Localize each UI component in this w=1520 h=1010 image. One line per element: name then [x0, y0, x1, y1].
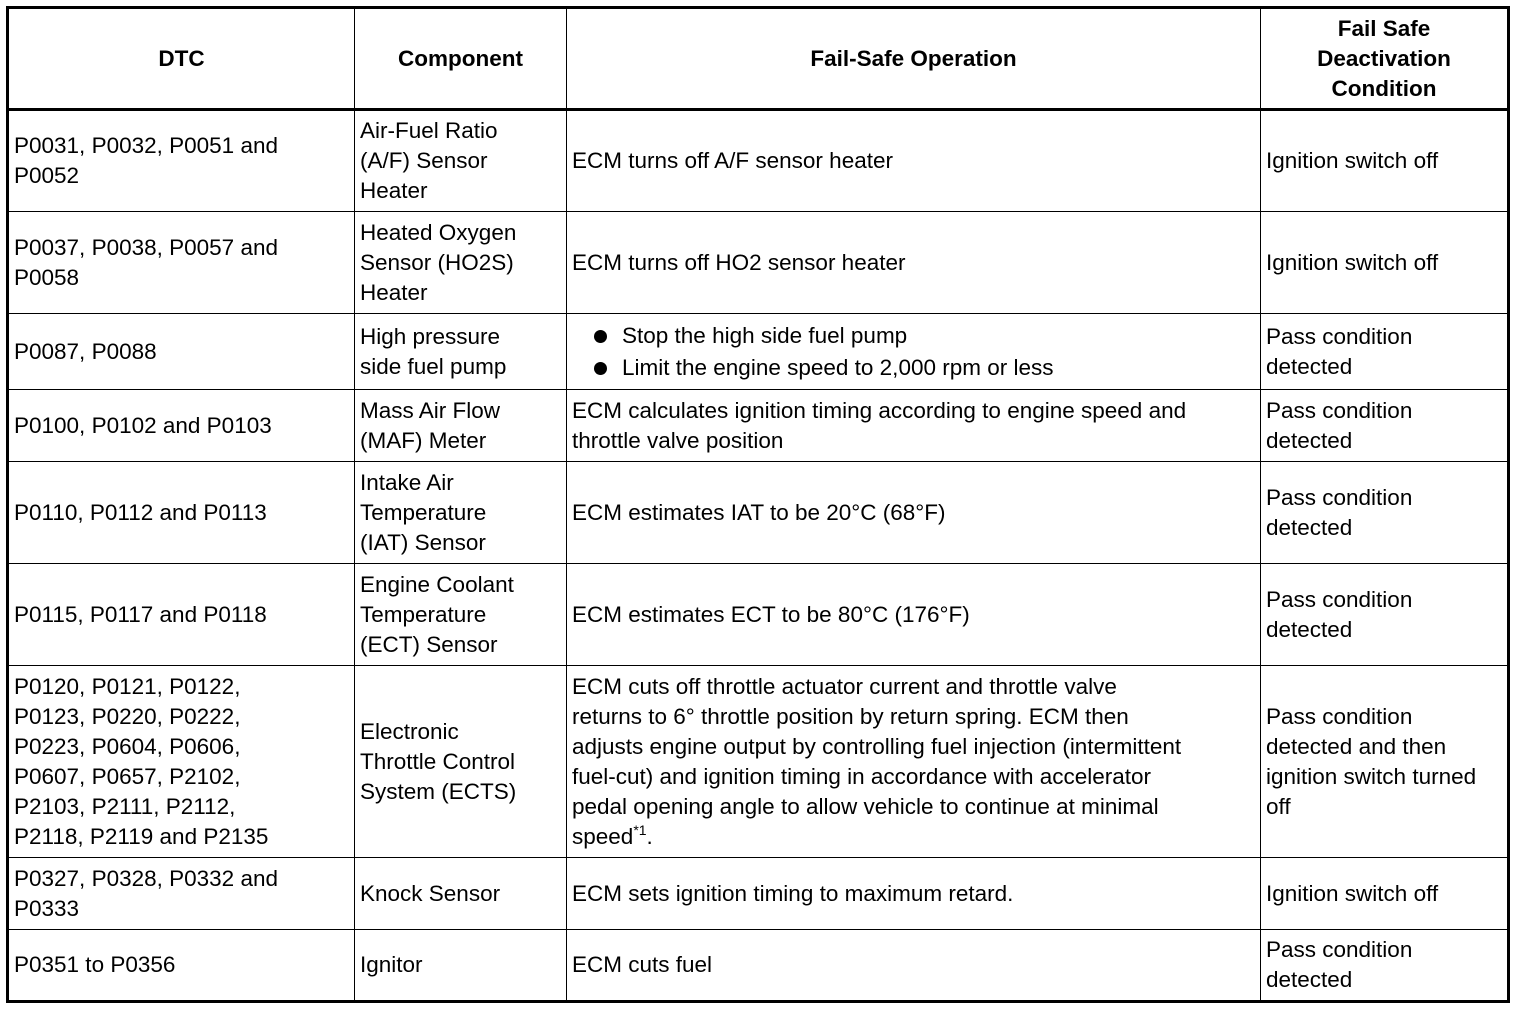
component-line: High pressure — [360, 323, 501, 349]
dtc-line: P2118, P2119 and P2135 — [14, 823, 269, 849]
deactivation-line: Pass condition — [1266, 937, 1413, 962]
deactivation-cell — [1261, 110, 1509, 212]
dtc-line: P0607, P0657, P2102, — [14, 763, 241, 789]
component-line: Throttle Control — [360, 748, 516, 774]
dtc-line: P2103, P2111, P2112, — [14, 793, 236, 819]
dtc-cell — [8, 314, 355, 390]
component-line: Knock Sensor — [360, 880, 501, 906]
deactivation-line: Pass condition — [1266, 484, 1413, 510]
component-cell — [355, 212, 567, 314]
deactivation-line: detected — [1266, 353, 1353, 379]
deactivation-line: off — [1266, 793, 1291, 819]
deactivation-line: Pass condition — [1266, 397, 1413, 423]
deactivation-line: Ignition switch off — [1266, 148, 1439, 173]
component-cell — [355, 462, 567, 564]
component-line: Engine Coolant — [360, 571, 514, 597]
component-line: (IAT) Sensor — [360, 529, 486, 555]
dtc-cell — [8, 110, 355, 212]
table-row — [8, 390, 1509, 462]
operation-cell — [567, 462, 1261, 564]
operation-cell — [567, 858, 1261, 930]
dtc-line: P0058 — [14, 264, 80, 290]
dtc-line: P0351 to P0356 — [14, 952, 176, 977]
component-line: Intake Air — [360, 469, 454, 495]
operation-cell — [567, 930, 1261, 1002]
component-line: Mass Air Flow — [360, 397, 501, 423]
dtc-line: P0052 — [14, 163, 80, 188]
dtc-line: P0115, P0117 and P0118 — [14, 601, 267, 627]
dtc-cell — [8, 390, 355, 462]
deactivation-cell — [1261, 462, 1509, 564]
header-row — [8, 8, 1509, 110]
dtc-line: P0327, P0328, P0332 and — [14, 865, 278, 891]
component-line: side fuel pump — [360, 353, 507, 379]
header-deactivation-line: Condition — [1331, 75, 1437, 101]
dtc-line: P0100, P0102 and P0103 — [14, 412, 272, 438]
component-line: (A/F) Sensor — [360, 148, 488, 173]
operation-cell — [567, 314, 1261, 390]
component-line: Ignitor — [360, 952, 423, 977]
operation-line: ECM estimates ECT to be 80°C (176°F) — [572, 601, 970, 627]
component-cell — [355, 314, 567, 390]
component-line: Heated Oxygen — [360, 219, 517, 245]
table-row — [8, 110, 1509, 212]
deactivation-line: Pass condition — [1266, 323, 1413, 349]
component-line: Temperature — [360, 499, 487, 525]
header-dtc: DTC — [8, 8, 355, 110]
component-line: Electronic — [360, 718, 459, 744]
operation-bullet-list — [572, 320, 1255, 384]
dtc-cell — [8, 666, 355, 858]
header-operation: Fail-Safe Operation — [567, 8, 1261, 110]
operation-line: adjusts engine output by controlling fuel injection (intermittent — [572, 733, 1182, 759]
component-cell — [355, 666, 567, 858]
deactivation-cell — [1261, 390, 1509, 462]
header-component: Component — [355, 8, 567, 110]
operation-cell — [567, 212, 1261, 314]
operation-line: pedal opening angle to allow vehicle to continue at minimal — [572, 793, 1159, 819]
deactivation-line: detected — [1266, 427, 1353, 453]
operation-period: . — [646, 823, 653, 849]
deactivation-line: detected and then — [1266, 733, 1447, 759]
operation-cell — [567, 110, 1261, 212]
component-line: Heater — [360, 178, 428, 203]
operation-line: ECM cuts fuel — [572, 952, 713, 977]
dtc-line: P0110, P0112 and P0113 — [14, 499, 267, 525]
operation-bullet: Stop the high side fuel pump — [594, 320, 1255, 352]
component-cell — [355, 930, 567, 1002]
dtc-line: P0223, P0604, P0606, — [14, 733, 241, 759]
operation-cell — [567, 390, 1261, 462]
fail-safe-table-container — [6, 6, 1507, 1003]
operation-line: fuel-cut) and ignition timing in accordance with accelerator — [572, 763, 1152, 789]
component-line: Heater — [360, 279, 428, 305]
table-row — [8, 564, 1509, 666]
dtc-cell — [8, 564, 355, 666]
operation-bullet: Limit the engine speed to 2,000 rpm or less — [594, 352, 1255, 384]
component-line: Sensor (HO2S) — [360, 249, 514, 275]
component-line: (ECT) Sensor — [360, 631, 498, 657]
operation-line: ECM turns off A/F sensor heater — [572, 148, 893, 173]
component-line: Air-Fuel Ratio — [360, 118, 498, 143]
dtc-cell — [8, 212, 355, 314]
operation-line: ECM cuts off throttle actuator current and throttle valve — [572, 673, 1117, 699]
component-line: System (ECTS) — [360, 778, 517, 804]
deactivation-cell — [1261, 314, 1509, 390]
table-row — [8, 314, 1509, 390]
fail-safe-table — [6, 6, 1510, 1003]
operation-line: ECM turns off HO2 sensor heater — [572, 249, 906, 275]
table-row — [8, 462, 1509, 564]
deactivation-cell — [1261, 564, 1509, 666]
component-cell — [355, 110, 567, 212]
operation-cell — [567, 564, 1261, 666]
component-line: (MAF) Meter — [360, 427, 487, 453]
operation-cell — [567, 666, 1261, 858]
table-row — [8, 212, 1509, 314]
deactivation-line: Ignition switch off — [1266, 880, 1439, 906]
dtc-line: P0120, P0121, P0122, — [14, 673, 241, 699]
operation-line: ECM estimates IAT to be 20°C (68°F) — [572, 499, 946, 525]
operation-line: ECM calculates ignition timing according to engine speed and — [572, 397, 1187, 423]
table-row — [8, 858, 1509, 930]
deactivation-line: ignition switch turned — [1266, 763, 1477, 789]
dtc-cell — [8, 462, 355, 564]
table-row — [8, 666, 1509, 858]
dtc-cell — [8, 858, 355, 930]
deactivation-cell — [1261, 666, 1509, 858]
operation-line: returns to 6° throttle position by return spring. ECM then — [572, 703, 1129, 729]
dtc-line: P0031, P0032, P0051 and — [14, 133, 278, 158]
header-deactivation-line: Deactivation — [1317, 45, 1451, 71]
component-cell — [355, 390, 567, 462]
dtc-line: P0037, P0038, P0057 and — [14, 234, 278, 260]
deactivation-line: detected — [1266, 967, 1353, 992]
component-cell — [355, 564, 567, 666]
deactivation-cell — [1261, 858, 1509, 930]
dtc-line: P0333 — [14, 895, 80, 921]
deactivation-line: Pass condition — [1266, 586, 1413, 612]
operation-line: throttle valve position — [572, 427, 784, 453]
deactivation-line: detected — [1266, 514, 1353, 540]
dtc-line: P0087, P0088 — [14, 338, 157, 364]
dtc-cell — [8, 930, 355, 1002]
operation-speed-text: speed — [572, 823, 634, 849]
component-line: Temperature — [360, 601, 487, 627]
deactivation-line: detected — [1266, 616, 1353, 642]
header-deactivation — [1261, 8, 1509, 110]
dtc-line: P0123, P0220, P0222, — [14, 703, 241, 729]
operation-line-last — [572, 822, 1255, 852]
footnote-marker: *1 — [633, 821, 647, 838]
deactivation-cell — [1261, 930, 1509, 1002]
deactivation-cell — [1261, 212, 1509, 314]
header-deactivation-line: Fail Safe — [1337, 15, 1431, 41]
deactivation-line: Pass condition — [1266, 703, 1413, 729]
table-row — [8, 930, 1509, 1002]
component-cell — [355, 858, 567, 930]
operation-line: ECM sets ignition timing to maximum retard. — [572, 880, 1014, 906]
deactivation-line: Ignition switch off — [1266, 249, 1439, 275]
